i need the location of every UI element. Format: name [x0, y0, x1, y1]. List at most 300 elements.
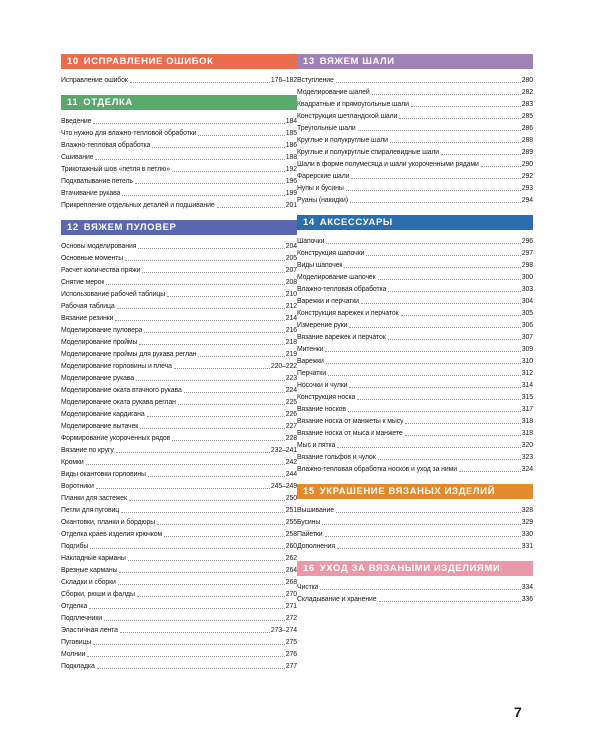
entry-page: 262 — [285, 555, 297, 562]
entry-page: 220–222 — [270, 363, 297, 370]
toc-entry[interactable] — [61, 624, 297, 636]
entry-page: 309 — [521, 346, 533, 353]
entry-page: 250 — [285, 495, 297, 502]
section-title: ОТДЕЛКА — [83, 97, 133, 108]
dot-leader — [129, 500, 285, 501]
entry-page: 331 — [521, 543, 533, 550]
entry-page: 328 — [521, 507, 533, 514]
toc-entry[interactable] — [297, 331, 533, 343]
toc-entry[interactable] — [61, 432, 297, 444]
dot-leader — [350, 202, 521, 203]
entry-title: Отделка — [61, 603, 88, 610]
dot-leader — [198, 356, 284, 357]
entry-title: Влажно-тепловая обработка — [61, 142, 151, 149]
toc-entry[interactable] — [61, 648, 297, 660]
toc-entry[interactable] — [297, 170, 533, 182]
entry-title: Митенки — [297, 346, 324, 353]
toc-section — [61, 95, 297, 211]
section-number: 13 — [303, 56, 315, 67]
entry-page: 283 — [521, 101, 533, 108]
dot-leader — [336, 512, 521, 513]
entry-title: Воротники — [61, 483, 94, 490]
section-title: УКРАШЕНИЕ ВЯЗАНЫХ ИЗДЕЛИЙ — [319, 486, 496, 497]
entry-page: 192 — [285, 166, 297, 173]
entry-title: Моделирование вытачек — [61, 423, 139, 430]
toc-entry[interactable] — [297, 259, 533, 271]
dot-leader — [157, 524, 285, 525]
dot-leader — [326, 243, 520, 244]
toc-entry[interactable] — [297, 74, 533, 86]
entry-title: Моделирование оката втачного рукава — [61, 387, 182, 394]
entry-title: Отделка краев изделия крючком — [61, 531, 163, 538]
dot-leader — [337, 447, 520, 448]
entry-page: 227 — [285, 423, 297, 430]
entry-title: Вязание по кругу — [61, 447, 114, 454]
entry-page: 185 — [285, 130, 297, 137]
entry-page: 232–241 — [270, 447, 297, 454]
toc-entry[interactable] — [61, 408, 297, 420]
entry-title: Моделирование шалей — [297, 89, 370, 96]
entry-title: Вязание носков — [297, 406, 346, 413]
dot-leader — [399, 118, 521, 119]
toc-entry[interactable] — [297, 283, 533, 295]
entry-title: Исправление ошибок — [61, 77, 128, 84]
toc-entry[interactable] — [61, 504, 297, 516]
dot-leader — [90, 548, 285, 549]
entry-title: Моделирование пуловера — [61, 327, 143, 334]
entry-page: 310 — [521, 358, 533, 365]
section-number: 15 — [303, 486, 315, 497]
toc-entry[interactable] — [297, 110, 533, 122]
entry-page: 300 — [521, 274, 533, 281]
entry-title: Вступление — [297, 77, 334, 84]
dot-leader — [87, 656, 284, 657]
entry-page: 314 — [521, 382, 533, 389]
entry-page: 184 — [285, 118, 297, 125]
entry-page: 292 — [521, 173, 533, 180]
entry-page: 276 — [285, 651, 297, 658]
entry-title: Введение — [61, 118, 92, 125]
entry-title: Втачивание рукава — [61, 190, 121, 197]
toc-left-column — [61, 54, 297, 681]
dot-leader — [89, 608, 285, 609]
entry-title: Пуговицы — [61, 639, 92, 646]
toc-entry[interactable] — [297, 463, 533, 475]
toc-entry[interactable] — [61, 588, 297, 600]
entry-page: 226 — [285, 411, 297, 418]
entry-page: 186 — [285, 142, 297, 149]
section-header — [61, 54, 297, 69]
dot-leader — [144, 332, 284, 333]
entry-page: 298 — [521, 262, 533, 269]
toc-entry[interactable] — [61, 163, 297, 175]
entry-title: Моделирование шапочек — [297, 274, 376, 281]
toc-entry[interactable] — [297, 307, 533, 319]
dot-leader — [137, 596, 285, 597]
entry-title: Подгибы — [61, 543, 89, 550]
entry-title: Конструкция шапочки — [297, 250, 365, 257]
entry-title: Пайетки — [297, 531, 323, 538]
entry-title: Снятие мерок — [61, 279, 105, 286]
entry-page: 336 — [521, 596, 533, 603]
entry-page: 199 — [285, 190, 297, 197]
entry-title: Моделирование горловины и плеча — [61, 363, 172, 370]
dot-leader — [344, 267, 520, 268]
toc-entry[interactable] — [297, 504, 533, 516]
toc-entry[interactable] — [61, 396, 297, 408]
dot-leader — [322, 524, 521, 525]
toc-section — [297, 561, 533, 605]
toc-entry[interactable] — [297, 343, 533, 355]
dot-leader — [117, 308, 285, 309]
entry-title: Вышивание — [297, 507, 334, 514]
toc-entry[interactable] — [297, 516, 533, 528]
entry-title: Моделирование проймы — [61, 339, 138, 346]
entry-page: 255 — [285, 519, 297, 526]
entry-title: Моделирование рукава — [61, 375, 135, 382]
entry-page: 260 — [285, 543, 297, 550]
entry-title: Эластичная лента — [61, 627, 118, 634]
toc-entry[interactable] — [297, 86, 533, 98]
toc-entry[interactable] — [61, 372, 297, 384]
dot-leader — [388, 339, 521, 340]
entry-title: Чистка — [297, 584, 319, 591]
entry-title: Дополнения — [297, 543, 336, 550]
entry-page: 334 — [521, 584, 533, 591]
toc-entry[interactable] — [61, 564, 297, 576]
entry-page: 280 — [521, 77, 533, 84]
toc-entry[interactable] — [297, 427, 533, 439]
dot-leader — [481, 166, 521, 167]
toc-entry[interactable] — [297, 122, 533, 134]
toc-entry[interactable] — [61, 74, 297, 86]
entry-page: 318 — [521, 418, 533, 425]
entry-page: 225 — [285, 399, 297, 406]
entry-page: 294 — [521, 197, 533, 204]
toc-entry[interactable] — [61, 540, 297, 552]
entry-title: Складки и сборки — [61, 579, 116, 586]
dot-leader — [130, 82, 270, 83]
toc-entry[interactable] — [61, 468, 297, 480]
dot-leader — [167, 296, 285, 297]
toc-entry[interactable] — [297, 451, 533, 463]
toc-entry[interactable] — [297, 235, 533, 247]
entry-page: 271 — [285, 603, 297, 610]
entry-title: Виды окантовки горловины — [61, 471, 146, 478]
toc-entry[interactable] — [61, 139, 297, 151]
dot-leader — [411, 106, 521, 107]
dot-leader — [378, 459, 521, 460]
toc-entry[interactable] — [297, 194, 533, 206]
dot-leader — [405, 435, 521, 436]
toc-entry[interactable] — [297, 391, 533, 403]
entry-page: 228 — [285, 435, 297, 442]
dot-leader — [125, 260, 285, 261]
entry-page: 288 — [521, 137, 533, 144]
toc-entry[interactable] — [297, 528, 533, 540]
dot-leader — [93, 644, 285, 645]
dot-leader — [138, 248, 284, 249]
dot-leader — [325, 351, 520, 352]
dot-leader — [178, 404, 285, 405]
toc-entry[interactable] — [297, 146, 533, 158]
dot-leader — [366, 255, 521, 256]
toc-entry[interactable] — [297, 182, 533, 194]
dot-leader — [140, 428, 285, 429]
toc-entry[interactable] — [61, 456, 297, 468]
entry-page: 242 — [285, 459, 297, 466]
toc-entry[interactable] — [61, 300, 297, 312]
entry-page: 188 — [285, 154, 297, 161]
entry-page: 244 — [285, 471, 297, 478]
toc-entry[interactable] — [61, 312, 297, 324]
toc-entry[interactable] — [297, 355, 533, 367]
entry-title: Петли для пуговиц — [61, 507, 120, 514]
toc-entry[interactable] — [61, 187, 297, 199]
toc-entry[interactable] — [61, 199, 297, 211]
entry-title: Вязание гольфов и чулок — [297, 454, 376, 461]
entry-title: Шапочки — [297, 238, 325, 245]
toc-entry[interactable] — [297, 247, 533, 259]
toc-entry[interactable] — [297, 319, 533, 331]
toc-entry[interactable] — [61, 115, 297, 127]
toc-entry[interactable] — [61, 288, 297, 300]
toc-entry[interactable] — [297, 98, 533, 110]
dot-leader — [459, 471, 521, 472]
entry-page: 296 — [521, 238, 533, 245]
entry-page: 289 — [521, 149, 533, 156]
toc-entry[interactable] — [61, 492, 297, 504]
entry-title: Бусины — [297, 519, 321, 526]
entry-title: Мыс и пятка — [297, 442, 336, 449]
dot-leader — [172, 171, 285, 172]
toc-entry[interactable] — [61, 576, 297, 588]
dot-leader — [217, 207, 285, 208]
entry-title: Кромки — [61, 459, 84, 466]
entry-page: 196 — [285, 178, 297, 185]
toc-entry[interactable] — [61, 516, 297, 528]
dot-leader — [349, 387, 520, 388]
toc-section — [297, 54, 533, 206]
entry-page: 312 — [521, 370, 533, 377]
entry-title: Фарерские шали — [297, 173, 350, 180]
dot-leader — [172, 440, 285, 441]
toc-entry[interactable] — [61, 151, 297, 163]
dot-leader — [118, 584, 285, 585]
toc-entry[interactable] — [61, 444, 297, 456]
entry-title: Конструкция варежек и перчаток — [297, 310, 399, 317]
entry-page: 270 — [285, 591, 297, 598]
dot-leader — [337, 548, 521, 549]
entry-title: Влажно-тепловая обработка носков и уход за ними — [297, 466, 457, 473]
entry-title: Вязание носка от мыса к манжете — [297, 430, 403, 437]
dot-leader — [121, 512, 285, 513]
entry-page: 205 — [285, 255, 297, 262]
entry-page: 251 — [285, 507, 297, 514]
dot-leader — [164, 536, 285, 537]
entry-page: 275 — [285, 639, 297, 646]
entry-title: Вязание варежек и перчаток — [297, 334, 386, 341]
entry-page: 210 — [285, 291, 297, 298]
section-number: 14 — [303, 217, 315, 228]
dot-leader — [152, 147, 284, 148]
entry-title: Сборки, рюши и фалды — [61, 591, 135, 598]
entry-page: 285 — [521, 113, 533, 120]
entry-title: Формирование укороченных рядов — [61, 435, 171, 442]
toc-entry[interactable] — [61, 552, 297, 564]
entry-page: 207 — [285, 267, 297, 274]
toc-entry[interactable] — [297, 439, 533, 451]
entry-title: Круглые и полукруглые спиралевидные шали — [297, 149, 440, 156]
dot-leader — [135, 183, 285, 184]
entry-page: 286 — [521, 125, 533, 132]
dot-leader — [96, 488, 270, 489]
section-title: ВЯЖЕМ ПУЛОВЕР — [83, 222, 177, 233]
toc-right-column — [297, 54, 533, 614]
toc-entry[interactable] — [61, 360, 297, 372]
entry-page: 318 — [521, 430, 533, 437]
entry-title: Варежки и перчатки — [297, 298, 359, 305]
toc-entry[interactable] — [297, 379, 533, 391]
entry-title: Треугольные шали — [297, 125, 356, 132]
dot-leader — [128, 560, 285, 561]
dot-leader — [120, 632, 270, 633]
entry-page: 258 — [285, 531, 297, 538]
entry-page: 214 — [285, 315, 297, 322]
toc-entry[interactable] — [297, 593, 533, 605]
toc-entry[interactable] — [61, 175, 297, 187]
entry-title: Рабочая таблица — [61, 303, 115, 310]
entry-title: Конструкция носка — [297, 394, 356, 401]
entry-title: Конструкция шетландской шали — [297, 113, 398, 120]
toc-entry[interactable] — [61, 420, 297, 432]
dot-leader — [346, 190, 521, 191]
toc-entry[interactable] — [61, 324, 297, 336]
section-header — [297, 54, 533, 69]
section-title: УХОД ЗА ВЯЗАНЫМИ ИЗДЕЛИЯМИ — [319, 563, 501, 574]
section-header — [297, 484, 533, 499]
toc-entry[interactable] — [61, 480, 297, 492]
dot-leader — [390, 142, 521, 143]
entry-title: Подкладка — [61, 663, 95, 670]
entry-page: 290 — [521, 161, 533, 168]
toc-entry[interactable] — [61, 612, 297, 624]
entry-title: Окантовки, планки и бордюры — [61, 519, 156, 526]
entry-title: Перчатки — [297, 370, 326, 377]
dot-leader — [115, 320, 284, 321]
toc-entry[interactable] — [61, 528, 297, 540]
toc-entry[interactable] — [297, 415, 533, 427]
dot-leader — [106, 284, 284, 285]
dot-leader — [328, 375, 521, 376]
toc-entry[interactable] — [297, 158, 533, 170]
toc-entry[interactable] — [61, 348, 297, 360]
dot-leader — [174, 368, 270, 369]
dot-leader — [142, 272, 285, 273]
entry-title: Руаны (накидки) — [297, 197, 348, 204]
entry-page: 320 — [521, 442, 533, 449]
dot-leader — [401, 315, 521, 316]
entry-title: Подхватывание петель — [61, 178, 133, 185]
entry-title: Молнии — [61, 651, 86, 658]
entry-title: Использование рабочей таблицы — [61, 291, 166, 298]
entry-page: 208 — [285, 279, 297, 286]
toc-entry[interactable] — [61, 127, 297, 139]
toc-entry[interactable] — [61, 660, 297, 672]
section-number: 12 — [67, 222, 79, 233]
page-number: 7 — [514, 704, 522, 720]
entry-title: Накладные карманы — [61, 555, 126, 562]
entry-page: 282 — [521, 89, 533, 96]
dot-leader — [357, 399, 521, 400]
entry-title: Врезные карманы — [61, 567, 118, 574]
toc-entry[interactable] — [61, 600, 297, 612]
section-number: 10 — [67, 56, 79, 67]
dot-leader — [139, 344, 284, 345]
entry-page: 303 — [521, 286, 533, 293]
dot-leader — [86, 464, 285, 465]
toc-entry[interactable] — [297, 403, 533, 415]
toc-entry[interactable] — [297, 367, 533, 379]
entry-title: Вязание носка от манжеты к мысу — [297, 418, 404, 425]
entry-title: Складывание и хранение — [297, 596, 377, 603]
entry-title: Прикрепление отдельных деталей и подшивание — [61, 202, 215, 209]
entry-title: Влажно-тепловая обработка — [297, 286, 387, 293]
dot-leader — [405, 423, 520, 424]
entry-title: Планки для застежек — [61, 495, 127, 502]
entry-page: 293 — [521, 185, 533, 192]
toc-entry[interactable] — [61, 252, 297, 264]
entry-title: Носочки и чулки — [297, 382, 348, 389]
dot-leader — [441, 154, 521, 155]
toc-entry[interactable] — [297, 295, 533, 307]
toc-entry[interactable] — [297, 134, 533, 146]
toc-section — [297, 484, 533, 552]
entry-page: 223 — [285, 375, 297, 382]
entry-page: 323 — [521, 454, 533, 461]
entry-page: 201 — [285, 202, 297, 209]
section-header — [61, 95, 297, 110]
toc-entry[interactable] — [61, 264, 297, 276]
section-number: 16 — [303, 563, 315, 574]
toc-entry[interactable] — [297, 271, 533, 283]
entry-title: Что нужно для влажно-тепловой обработки — [61, 130, 197, 137]
section-header — [61, 220, 297, 235]
toc-entry[interactable] — [61, 240, 297, 252]
entry-page: 268 — [285, 579, 297, 586]
entry-page: 212 — [285, 303, 297, 310]
entry-page: 218 — [285, 339, 297, 346]
toc-entry[interactable] — [61, 384, 297, 396]
entry-page: 273–274 — [270, 627, 297, 634]
toc-entry[interactable] — [61, 276, 297, 288]
dot-leader — [325, 536, 521, 537]
dot-leader — [351, 178, 520, 179]
dot-leader — [326, 363, 521, 364]
entry-title: Круглые и полукруглые шали — [297, 137, 388, 144]
dot-leader — [148, 476, 285, 477]
entry-page: 304 — [521, 298, 533, 305]
toc-entry[interactable] — [61, 636, 297, 648]
section-header — [297, 215, 533, 230]
dot-leader — [349, 327, 520, 328]
toc-entry[interactable] — [297, 540, 533, 552]
toc-entry[interactable] — [297, 581, 533, 593]
toc-entry[interactable] — [61, 336, 297, 348]
dot-leader — [378, 279, 521, 280]
entry-page: 224 — [285, 387, 297, 394]
entry-title: Основные моменты — [61, 255, 124, 262]
